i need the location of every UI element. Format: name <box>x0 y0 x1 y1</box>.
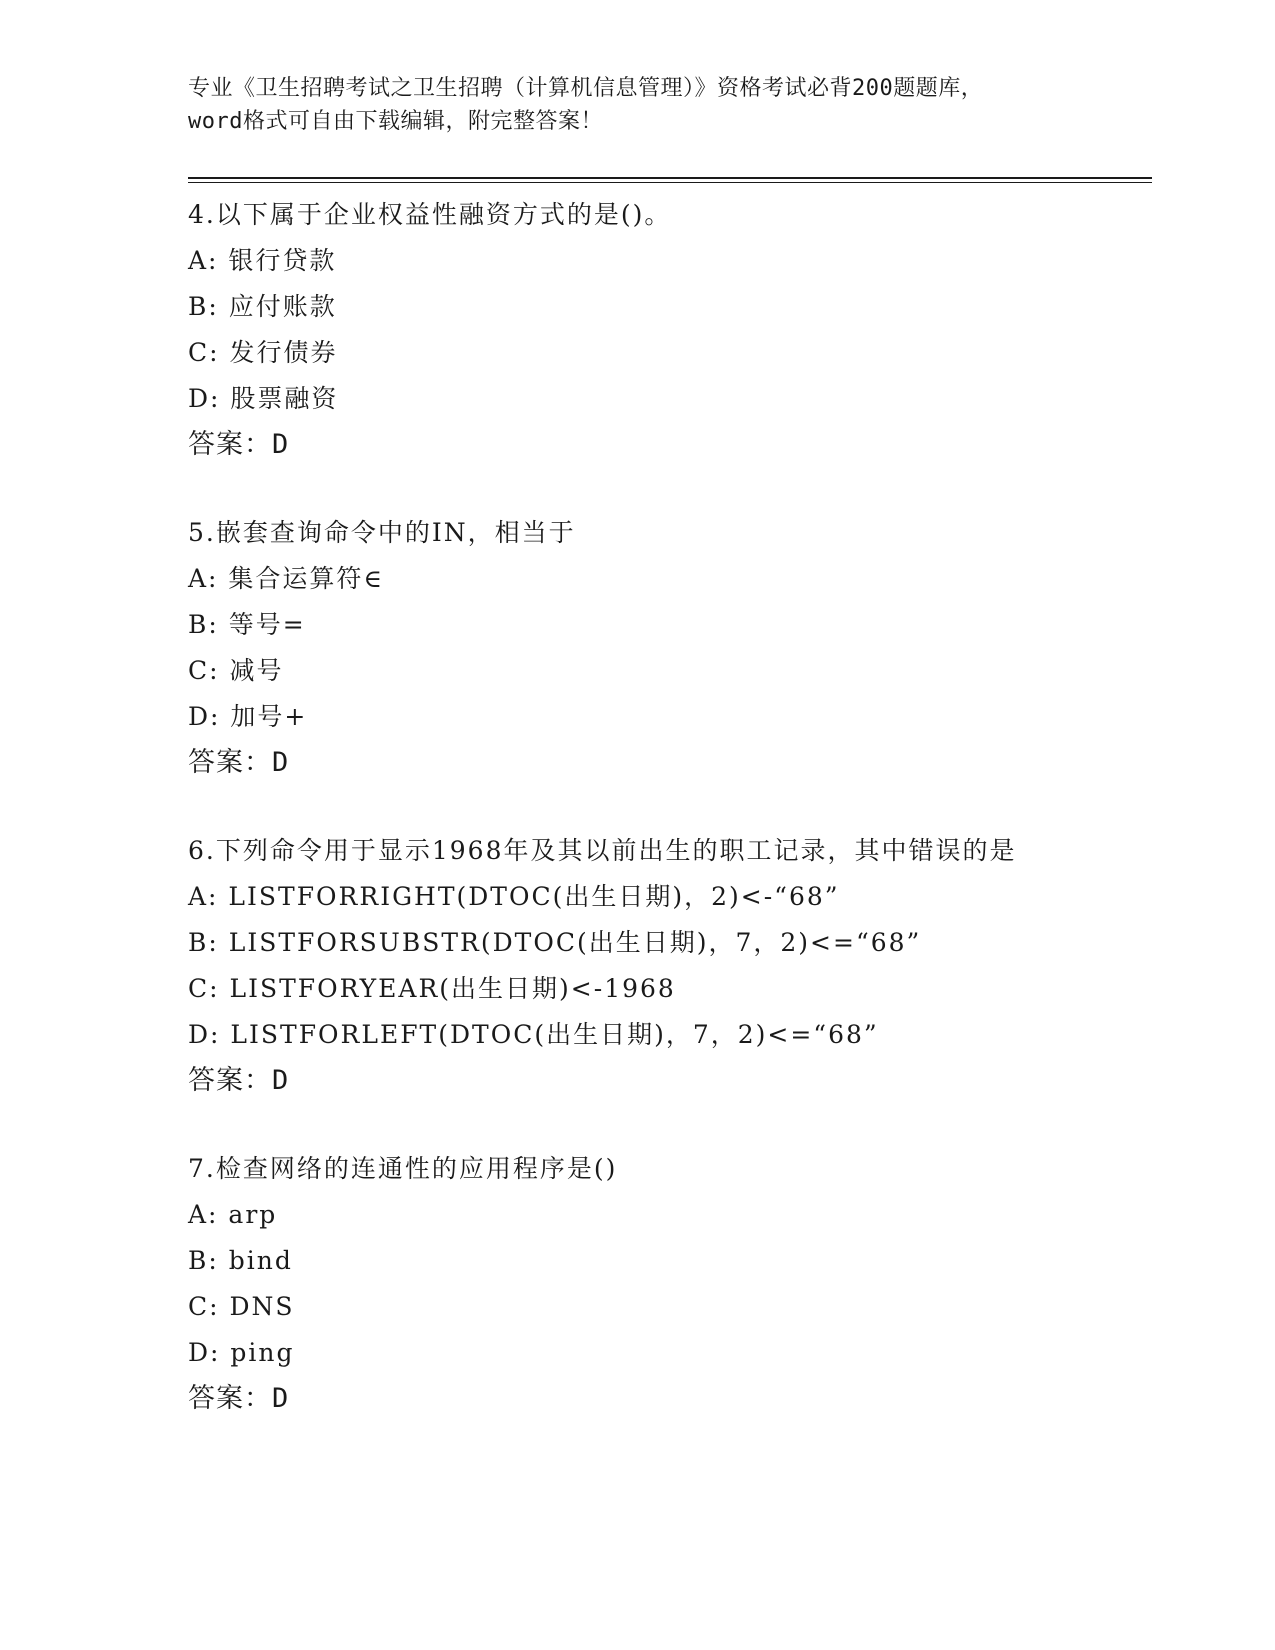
question-4 <box>188 192 1148 468</box>
answer-label: 答案：D <box>188 1065 290 1096</box>
question-7 <box>188 1146 1148 1422</box>
question-5 <box>188 510 1148 786</box>
header-divider-thin <box>188 182 1152 183</box>
option-a: A: 集合运算符∈ <box>188 564 384 593</box>
option-d: D: ping <box>188 1338 295 1367</box>
option-c: C: 减号 <box>188 656 284 685</box>
option-b: B: 等号= <box>188 610 306 639</box>
option-a: A: arp <box>188 1200 278 1229</box>
option-c: C: 发行债券 <box>188 338 338 367</box>
answer-label: 答案：D <box>188 1383 290 1414</box>
document-header <box>188 72 1088 138</box>
option-d: D: 加号+ <box>188 702 308 731</box>
option-b: B: LISTFORSUBSTR(DTOC(出生日期)，7，2)<=“68” <box>188 928 922 957</box>
answer-label: 答案：D <box>188 747 290 778</box>
question-stem: 5.嵌套查询命令中的IN，相当于 <box>188 518 576 547</box>
option-a: A: 银行贷款 <box>188 246 337 275</box>
question-6 <box>188 828 1148 1104</box>
answer-label: 答案：D <box>188 429 290 460</box>
option-b: B: bind <box>188 1246 293 1275</box>
question-stem: 4.以下属于企业权益性融资方式的是()。 <box>188 200 672 229</box>
option-d: D: 股票融资 <box>188 384 339 413</box>
question-stem: 7.检查网络的连通性的应用程序是() <box>188 1154 618 1183</box>
header-line-2: word格式可自由下载编辑，附完整答案！ <box>188 109 603 134</box>
option-a: A: LISTFORRIGHT(DTOC(出生日期)，2)<-“68” <box>188 882 840 911</box>
option-c: C: DNS <box>188 1292 295 1321</box>
header-line-1: 专业《卫生招聘考试之卫生招聘（计算机信息管理）》资格考试必背200题题库， <box>188 76 984 101</box>
header-divider-thick <box>188 177 1152 179</box>
option-c: C: LISTFORYEAR(出生日期)<-1968 <box>188 974 676 1003</box>
option-d: D: LISTFORLEFT(DTOC(出生日期)，7，2)<=“68” <box>188 1020 879 1049</box>
option-b: B: 应付账款 <box>188 292 337 321</box>
question-stem: 6.下列命令用于显示1968年及其以前出生的职工记录，其中错误的是 <box>188 836 1017 865</box>
